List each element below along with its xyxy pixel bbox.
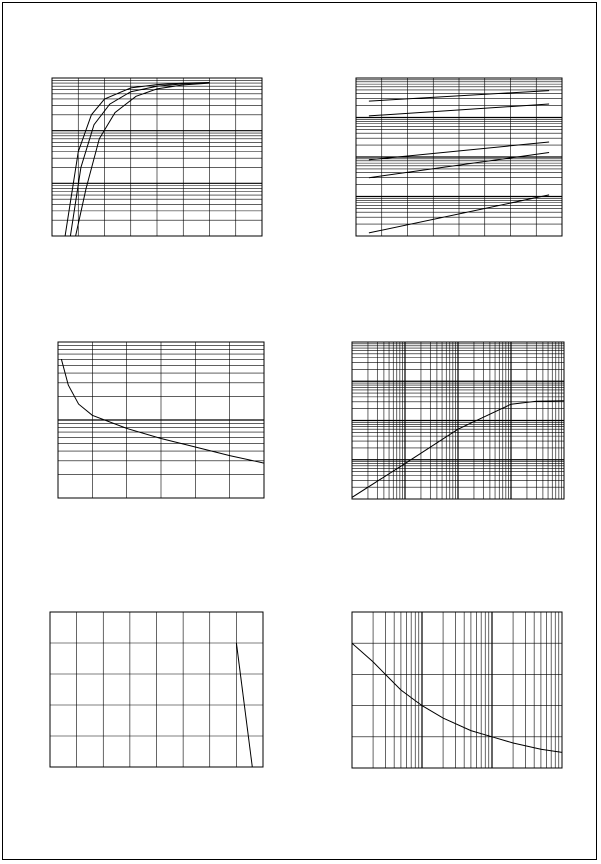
plot-area-frame	[352, 612, 562, 768]
chart-2	[356, 78, 562, 236]
chart-1	[52, 78, 262, 236]
series-line-3	[76, 83, 210, 236]
series-line-1	[352, 643, 562, 752]
chart-6	[352, 612, 562, 768]
chart-3	[58, 342, 264, 498]
chart-5	[50, 612, 263, 767]
chart-4	[352, 342, 564, 499]
series-line-1	[61, 359, 264, 463]
